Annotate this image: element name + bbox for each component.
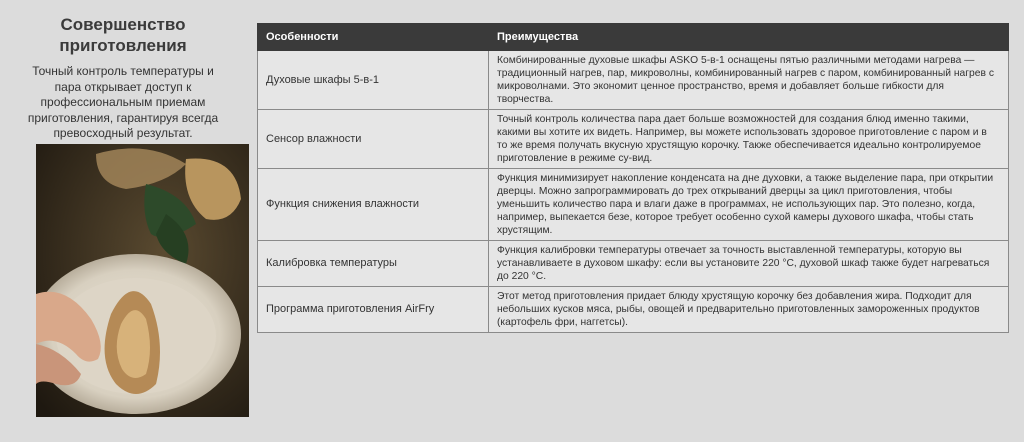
intro-text: Точный контроль температуры и пара открывает доступ к профессиональным приемам приготовления, гарантируя всегда превосходный результат. xyxy=(27,64,219,140)
features-table xyxy=(257,23,1009,333)
benefit-cell: Этот метод приготовления придает блюду хрустящую корочку без добавления жира. Подходит для небольших кусков мяса, рыбы, овощей и предварительно приготовленных замороженных продуктов (картофель фри, наггетсы). xyxy=(489,287,1009,333)
benefit-cell: Функция минимизирует накопление конденсата на дне духовки, а также выделение пара, при открытии дверцы. Можно запрограммировать до трех открываний дверцы за цикл приготовления, чтобы уменьшить количество пара и влаги даже в программах, не использующих пар. Это полезно, когда, например, выпекается безе, которое требует особенно сухой камеры духового шкафа, чтобы стать хрустящим. xyxy=(489,169,1009,241)
table-row xyxy=(258,169,1009,241)
header-benefit: Преимущества xyxy=(489,24,1009,51)
table-row xyxy=(258,287,1009,333)
feature-cell: Духовые шкафы 5-в-1 xyxy=(258,51,489,110)
benefit-cell: Комбинированные духовые шкафы ASKO 5-в-1 оснащены пятью различными методами нагрева — традиционный нагрев, пар, микроволны, комбинированный нагрев с паром, комбинированный нагрев с микроволнами. Это экономит ценное пространство, время и добавляет больше гибкости для творчества. xyxy=(489,51,1009,110)
header-feature: Особенности xyxy=(258,24,489,51)
intro-panel xyxy=(18,14,228,142)
feature-cell: Сенсор влажности xyxy=(258,110,489,169)
intro-title: Совершенство приготовления xyxy=(59,15,187,55)
feature-cell: Калибровка температуры xyxy=(258,241,489,287)
food-photo-illustration xyxy=(36,144,249,417)
table-header-row xyxy=(258,24,1009,51)
feature-cell: Функция снижения влажности xyxy=(258,169,489,241)
benefit-cell: Функция калибровки температуры отвечает за точность выставленной температуры, которую вы устанавливаете в духовом шкафу: если вы установите 220 °C, духовой шкаф также будет нагреваться до 220 °C. xyxy=(489,241,1009,287)
food-photo xyxy=(36,144,249,417)
table-row xyxy=(258,51,1009,110)
table-row xyxy=(258,241,1009,287)
feature-cell: Программа приготовления AirFry xyxy=(258,287,489,333)
benefit-cell: Точный контроль количества пара дает больше возможностей для создания блюд именно такими, какими вы хотите их видеть. Например, вы можете использовать здоровое приготовление с паром и в то же время получать вкусную хрустящую корочку. Также обеспечивается идеально контролируемое приготовление в режиме су-вид. xyxy=(489,110,1009,169)
table-row xyxy=(258,110,1009,169)
